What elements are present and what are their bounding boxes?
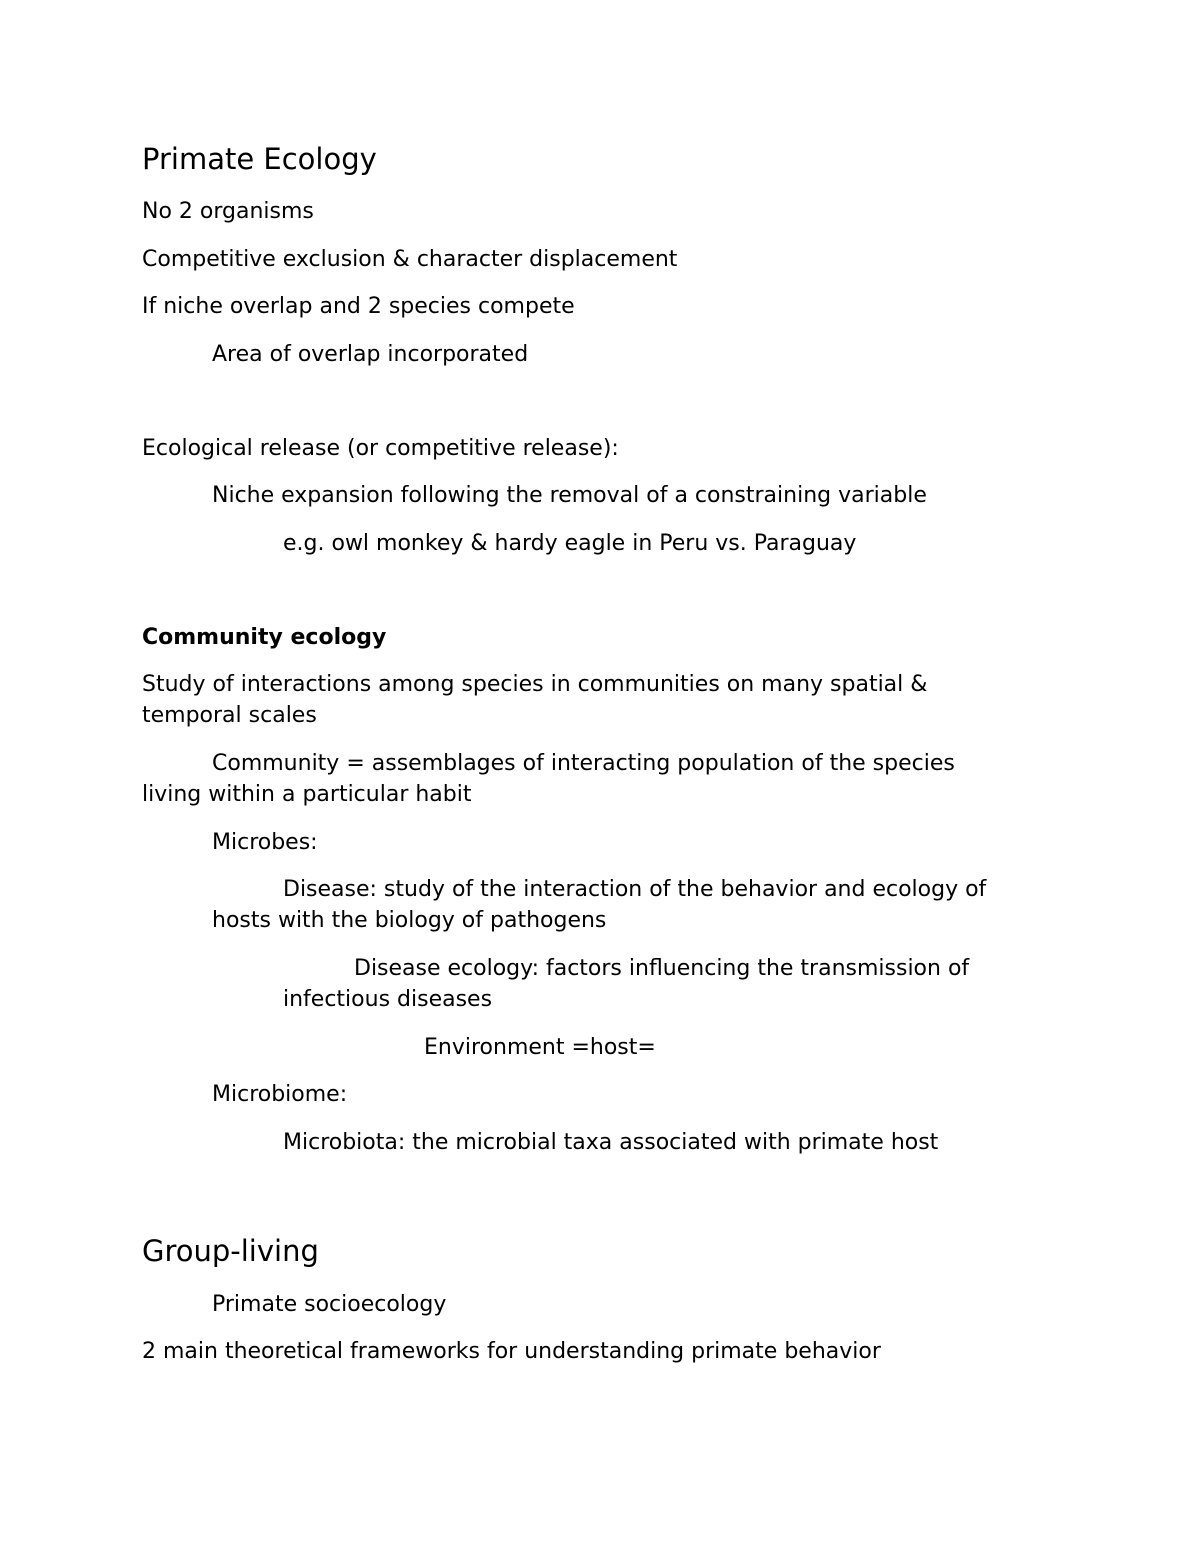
text-community-def-1: Community = assemblages of interacting population of the species	[212, 751, 955, 776]
text-study-interactions-1: Study of interactions among species in communities on many spatial &	[142, 672, 928, 697]
text-disease-1: Disease: study of the interaction of the behavior and ecology of	[283, 877, 987, 902]
text-study-interactions-2: temporal scales	[142, 703, 317, 728]
heading-community-ecology: Community ecology	[142, 625, 387, 650]
text-primate-socioecology: Primate socioecology	[212, 1292, 447, 1317]
text-no-two-organisms: No 2 organisms	[142, 199, 314, 224]
text-area-overlap: Area of overlap incorporated	[212, 342, 529, 367]
text-ecological-release: Ecological release (or competitive release):	[142, 436, 619, 461]
text-environment-host: Environment =host=	[424, 1035, 656, 1060]
text-competitive-exclusion: Competitive exclusion & character displacement	[142, 247, 678, 272]
heading-group-living: Group-living	[142, 1234, 319, 1268]
text-niche-expansion: Niche expansion following the removal of a constraining variable	[212, 483, 927, 508]
text-microbiota: Microbiota: the microbial taxa associated with primate host	[283, 1130, 939, 1155]
text-community-def-2: living within a particular habit	[142, 782, 472, 807]
text-microbes: Microbes:	[212, 830, 318, 855]
text-microbiome: Microbiome:	[212, 1082, 348, 1107]
text-disease-ecology-2: infectious diseases	[283, 987, 493, 1012]
text-disease-ecology-1: Disease ecology: factors influencing the transmission of	[354, 956, 970, 981]
text-niche-overlap: If niche overlap and 2 species compete	[142, 294, 575, 319]
text-two-frameworks: 2 main theoretical frameworks for understanding primate behavior	[142, 1339, 881, 1364]
text-owl-monkey-example: e.g. owl monkey & hardy eagle in Peru vs. Paraguay	[283, 531, 857, 556]
heading-primate-ecology: Primate Ecology	[142, 142, 377, 176]
text-disease-2: hosts with the biology of pathogens	[212, 908, 607, 933]
